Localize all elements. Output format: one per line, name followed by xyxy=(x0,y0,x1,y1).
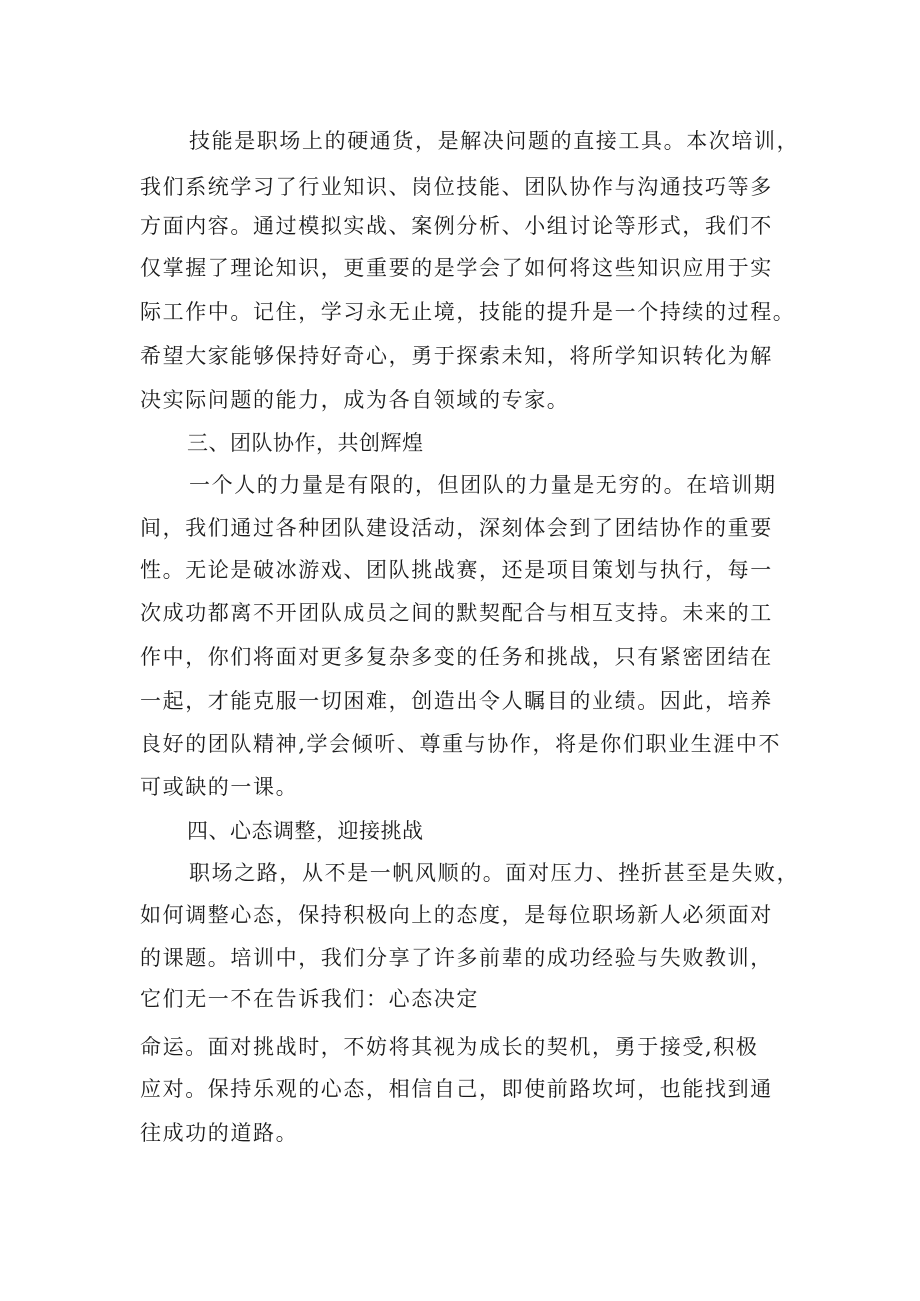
paragraph-line: 良好的团队精神,学会倾听、尊重与协作，将是你们职业生涯中不 xyxy=(140,732,782,756)
paragraph-line: 我们系统学习了行业知识、岗位技能、团队协作与沟通技巧等多 xyxy=(140,175,773,199)
paragraph-line: 次成功都离不开团队成员之间的默契配合与相互支持。未来的工 xyxy=(140,601,773,625)
paragraph-line: 性。无论是破冰游戏、团队挑战赛，还是项目策划与执行，每一 xyxy=(140,558,773,582)
paragraph-line: 职场之路，从不是一帆风顺的。面对压力、挫折甚至是失败， xyxy=(189,861,800,885)
paragraph-line: 如何调整心态，保持积极向上的态度，是每位职场新人必须面对 xyxy=(140,903,773,927)
paragraph-line: 一个人的力量是有限的，但团队的力量是无穷的。在培训期 xyxy=(189,473,777,497)
paragraph-line: 的课题。培训中，我们分享了许多前辈的成功经验与失败教训， xyxy=(140,946,773,970)
section-heading: 三、团队协作，共创辉煌 xyxy=(187,431,424,455)
paragraph-line: 命运。面对挑战时，不妨将其视为成长的契机，勇于接受,积极 xyxy=(140,1035,759,1059)
paragraph-line: 它们无一不在告诉我们：心态决定 xyxy=(140,987,479,1011)
paragraph-line: 际工作中。记住，学习永无止境，技能的提升是一个持续的过程。 xyxy=(140,300,796,324)
paragraph-line: 技能是职场上的硬通货，是解决问题的直接工具。本次培训， xyxy=(189,129,800,153)
paragraph-line: 作中，你们将面对更多复杂多变的任务和挑战，只有紧密团结在 xyxy=(140,645,773,669)
paragraph-line: 决实际问题的能力，成为各自领域的专家。 xyxy=(140,388,570,412)
paragraph-line: 间，我们通过各种团队建设活动，深刻体会到了团结协作的重要 xyxy=(140,516,773,540)
paragraph-line: 仅掌握了理论知识，更重要的是学会了如何将这些知识应用于实 xyxy=(140,256,773,280)
paragraph-line: 往成功的道路。 xyxy=(140,1121,299,1145)
paragraph-line: 一起，才能克服一切困难，创造出令人瞩目的业绩。因此，培养 xyxy=(140,689,773,713)
paragraph-line: 希望大家能够保持好奇心，勇于探索未知，将所学知识转化为解 xyxy=(140,344,773,368)
paragraph-line: 应对。保持乐观的心态，相信自己，即使前路坎坷，也能找到通 xyxy=(140,1077,773,1101)
paragraph-line: 可或缺的一课。 xyxy=(140,775,299,799)
section-heading: 四、心态调整，迎接挑战 xyxy=(187,819,424,843)
paragraph-line: 方面内容。通过模拟实战、案例分析、小组讨论等形式，我们不 xyxy=(140,214,773,238)
